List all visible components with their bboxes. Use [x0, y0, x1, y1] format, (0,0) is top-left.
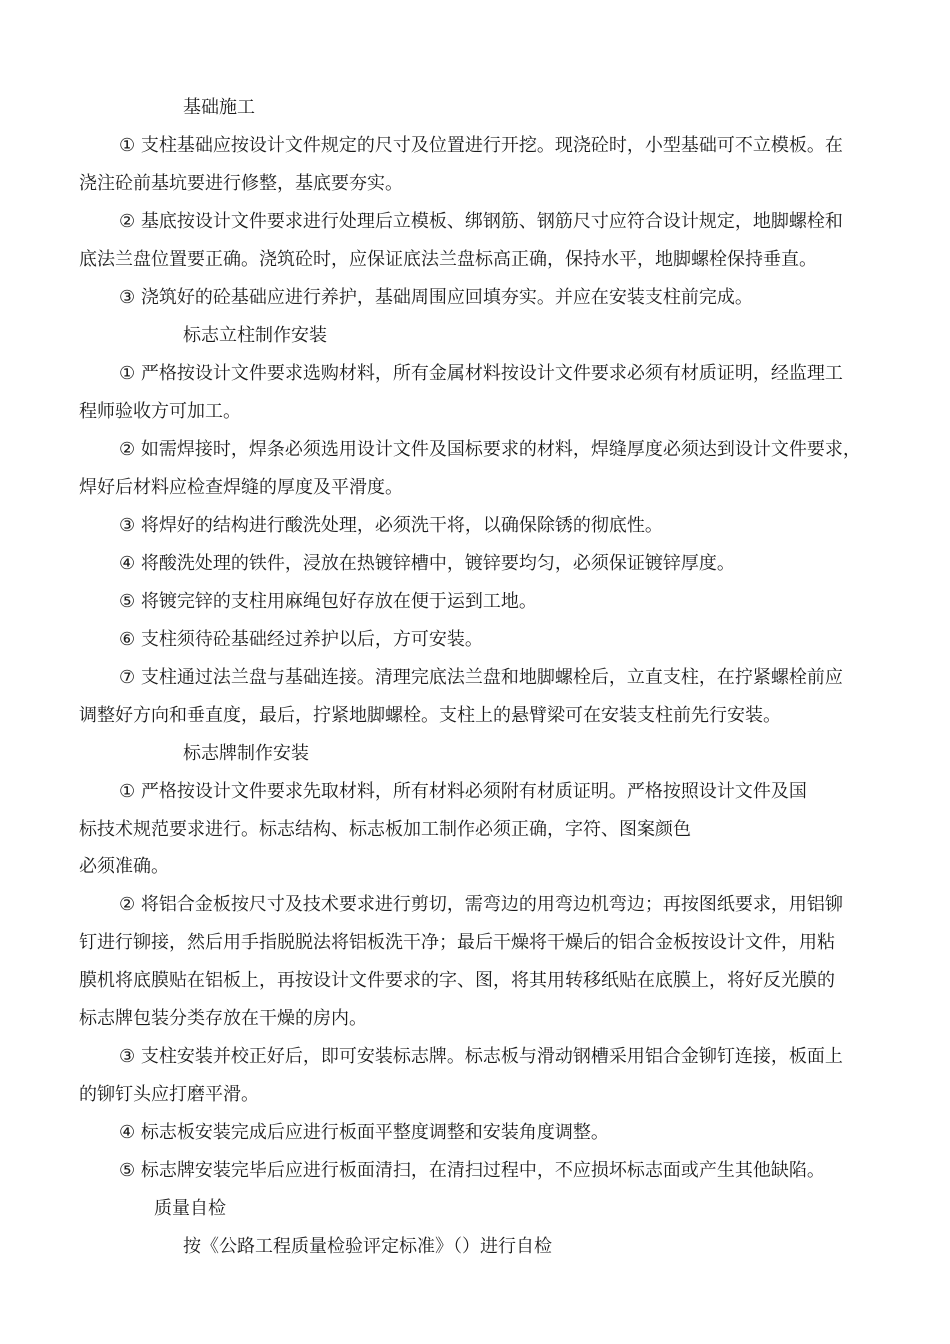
- paragraph-line: ③ 浇筑好的砼基础应进行养护，基础周围应回填夯实。并应在安装支柱前完成。: [119, 287, 753, 308]
- heading-quality-check: 质量自检: [154, 1198, 226, 1219]
- paragraph-line: ① 严格按设计文件要求先取材料，所有材料必须附有材质证明。严格按照设计文件及国: [119, 781, 807, 802]
- heading-sign-fabrication: 标志牌制作安装: [183, 743, 309, 764]
- paragraph-line: ⑤ 将镀完锌的支柱用麻绳包好存放在便于运到工地。: [119, 591, 537, 612]
- paragraph-line: 的铆钉头应打磨平滑。: [79, 1084, 259, 1105]
- paragraph-line: ① 支柱基础应按设计文件规定的尺寸及位置进行开挖。现浇砼时，小型基础可不立模板。在: [119, 135, 843, 156]
- paragraph-line: ② 基底按设计文件要求进行处理后立模板、绑钢筋、钢筋尺寸应符合设计规定，地脚螺栓和: [119, 211, 843, 232]
- paragraph-line: ② 如需焊接时，焊条必须选用设计文件及国标要求的材料，焊缝厚度必须达到设计文件要求，: [119, 439, 861, 460]
- paragraph-line: ⑦ 支柱通过法兰盘与基础连接。清理完底法兰盘和地脚螺栓后，立直支柱，在拧紧螺栓前应: [119, 667, 843, 688]
- paragraph-line: 按《公路工程质量检验评定标准》（）进行自检: [183, 1236, 552, 1257]
- paragraph-line: 底法兰盘位置要正确。浇筑砼时，应保证底法兰盘标高正确，保持水平，地脚螺栓保持垂直。: [79, 249, 817, 270]
- paragraph-line: 调整好方向和垂直度，最后，拧紧地脚螺栓。支柱上的悬臂梁可在安装支柱前先行安装。: [79, 705, 781, 726]
- paragraph-line: ④ 将酸洗处理的铁件，浸放在热镀锌槽中，镀锌要均匀，必须保证镀锌厚度。: [119, 553, 735, 574]
- paragraph-line: ① 严格按设计文件要求选购材料，所有金属材料按设计文件要求必须有材质证明，经监理工: [119, 363, 843, 384]
- paragraph-line: 浇注砼前基坑要进行修整，基底要夯实。: [79, 173, 403, 194]
- paragraph-line: 标志牌包装分类存放在干燥的房内。: [79, 1008, 367, 1029]
- paragraph-line: 钉进行铆接，然后用手指脱脱法将铝板洗干净；最后干燥将干燥后的铝合金板按设计文件，用粘: [79, 932, 835, 953]
- paragraph-line: 必须准确。: [79, 856, 169, 877]
- paragraph-line: ③ 将焊好的结构进行酸洗处理，必须洗干将，以确保除锈的彻底性。: [119, 515, 663, 536]
- paragraph-line: 膜机将底膜贴在铝板上，再按设计文件要求的字、图，将其用转移纸贴在底膜上，将好反光膜的: [79, 970, 835, 991]
- paragraph-line: 焊好后材料应检查焊缝的厚度及平滑度。: [79, 477, 403, 498]
- paragraph-line: 程师验收方可加工。: [79, 401, 241, 422]
- paragraph-line: ③ 支柱安装并校正好后，即可安装标志牌。标志板与滑动钢槽采用铝合金铆钉连接，板面上: [119, 1046, 843, 1067]
- paragraph-line: ⑤ 标志牌安装完毕后应进行板面清扫，在清扫过程中，不应损坏标志面或产生其他缺陷。: [119, 1160, 825, 1181]
- heading-post-fabrication: 标志立柱制作安装: [183, 325, 327, 346]
- paragraph-line: ⑥ 支柱须待砼基础经过养护以后，方可安装。: [119, 629, 483, 650]
- paragraph-line: ② 将铝合金板按尺寸及技术要求进行剪切，需弯边的用弯边机弯边；再按图纸要求，用铝铆: [119, 894, 843, 915]
- paragraph-line: ④ 标志板安装完成后应进行板面平整度调整和安装角度调整。: [119, 1122, 609, 1143]
- paragraph-line: 标技术规范要求进行。标志结构、标志板加工制作必须正确，字符、图案颜色: [79, 819, 691, 840]
- heading-foundation: 基础施工: [183, 97, 255, 118]
